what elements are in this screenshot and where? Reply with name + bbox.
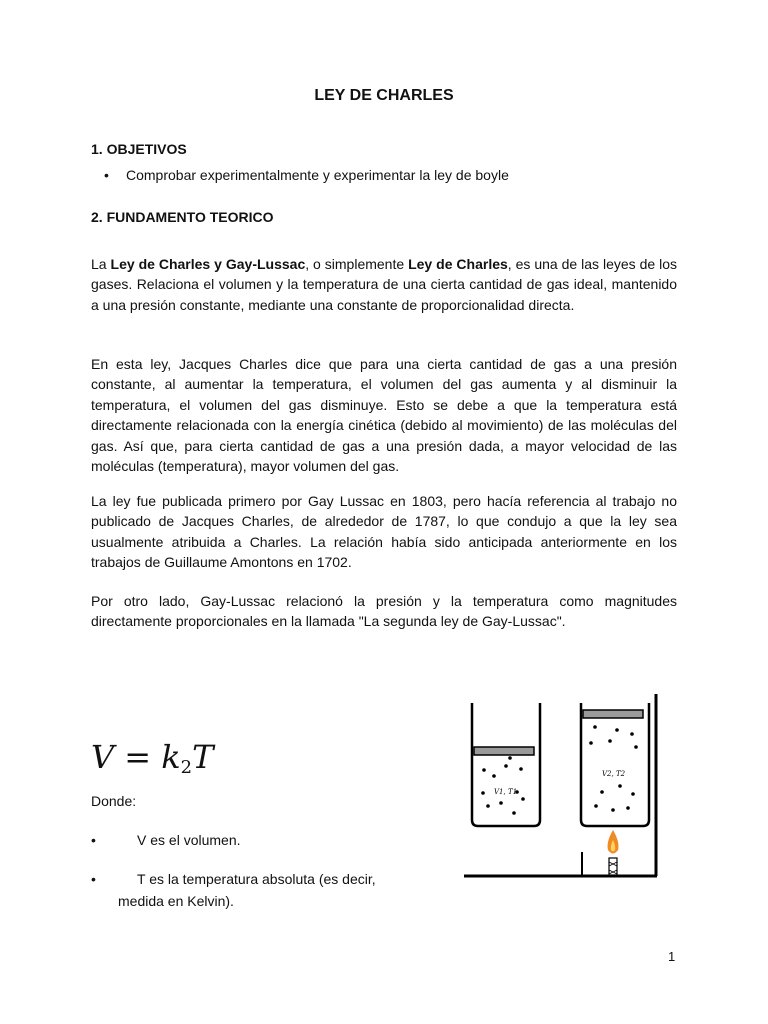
- list-text: V es el volumen.: [137, 832, 241, 848]
- left-label: V1, T1: [494, 788, 518, 796]
- formula-t: T: [192, 738, 214, 776]
- list-text: T es la temperatura absoluta (es decir,: [137, 871, 376, 887]
- paragraph-4: Por otro lado, Gay-Lussac relacionó la presión y la temperatura como magnitudes directamente proporcionales en la llamada "La segunda ley de Gay-Lussac".: [91, 593, 677, 630]
- formula-v: V: [91, 738, 115, 776]
- right-molecules: [589, 725, 638, 812]
- list-item: [91, 868, 376, 912]
- charles-formula: [91, 738, 213, 778]
- bullet-icon: •: [91, 832, 96, 848]
- right-label: V2, T2: [602, 770, 626, 778]
- p1-text-a: La: [91, 256, 111, 272]
- p1-text-e: , es una de las leyes de los gases. Relaciona el volumen y la temperatura de una cierta cantidad de gas ideal, mantenido a una presión constante, mediante una constante de proporcionalidad directa.: [91, 256, 677, 313]
- list-item: [91, 829, 241, 851]
- heading-objetivos: 1. OBJETIVOS: [91, 141, 187, 157]
- formula-eq: =: [114, 738, 162, 776]
- left-molecules: [481, 756, 525, 815]
- heading-fundamento: 2. FUNDAMENTO TEORICO: [91, 209, 274, 225]
- bullet-icon: •: [104, 167, 109, 183]
- paragraph-2: En esta ley, Jacques Charles dice que para una cierta cantidad de gas a una presión constante, al aumentar la temperatura, el volumen del gas aumenta y al disminuir la temperatura, el volumen del gas disminuye. Esto se debe a que la temperatura está directamente relacionada con la energía cinética (debido al movimiento) de las moléculas del gas. Así que, para cierta cantidad de gas a una presión dada, a mayor velocidad de las moléculas (temperatura), mayor volumen del gas.: [91, 356, 677, 475]
- charles-law-diagram: [460, 690, 665, 882]
- page-number: 1: [668, 949, 676, 964]
- bullet-icon: •: [91, 871, 96, 887]
- objective-text: Comprobar experimentalmente y experimentar la ley de boyle: [126, 167, 509, 183]
- paragraph-3: La ley fue publicada primero por Gay Lussac en 1803, pero hacía referencia al trabajo no publicado de Jacques Charles, de alrededor de 1787, lo que condujo a que la ley sea usualmente atribuida a Charles. La relación había sido anticipada anteriormente en los trabajos de Guillaume Amontons en 1702.: [91, 493, 677, 571]
- p1-bold-law: Ley de Charles y Gay-Lussac: [110, 256, 306, 272]
- p1-bold-law-short: Ley de Charles: [408, 256, 508, 272]
- list-text-continuation: medida en Kelvin).: [118, 893, 234, 909]
- objective-item: [104, 167, 509, 183]
- formula-subscript: 2: [180, 757, 193, 778]
- donde-label: Donde:: [91, 793, 137, 809]
- p1-text-c: , o simplemente: [305, 256, 409, 272]
- right-cylinder: [581, 703, 649, 826]
- formula-k: k: [161, 738, 181, 776]
- document-title: LEY DE CHARLES: [314, 87, 454, 104]
- left-piston: [474, 747, 534, 755]
- burner-icon: [609, 858, 617, 875]
- paragraph-1: [91, 254, 677, 315]
- right-piston: [583, 710, 643, 718]
